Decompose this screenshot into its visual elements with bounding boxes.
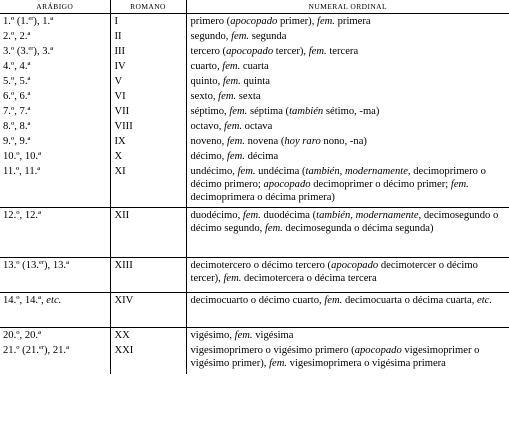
ordinal-segment: fem.	[218, 91, 237, 102]
ordinal-segment: fem.	[234, 329, 253, 341]
ordinal-segment: decimocuarto o décimo cuarto,	[190, 294, 325, 306]
ordinal-cell	[186, 14, 509, 30]
arabic-segment: ), 13.ª	[44, 259, 70, 271]
ordinal-segment: primer),	[277, 16, 318, 27]
ordinal-segment: fem.	[264, 222, 283, 234]
arabic-cell	[0, 292, 110, 327]
ordinal-segment: tercer),	[273, 46, 309, 57]
table-row	[0, 343, 509, 374]
arabic-segment: 3.º (3.	[3, 46, 29, 57]
ordinal-segment: fem.	[226, 151, 245, 162]
ordinal-cell	[186, 44, 509, 59]
ordinal-segment: decimosegunda o décima segunda)	[282, 222, 434, 234]
ordinal-segment: fem.	[237, 166, 256, 177]
ordinal-segment: vigesimoprimero o vigésimo primero (	[190, 345, 355, 356]
arabic-segment: er	[38, 258, 45, 266]
ordinal-segment: quinta	[240, 76, 270, 87]
table-header	[0, 0, 509, 14]
table-row	[0, 74, 509, 89]
header-roman: ROMANO	[110, 0, 186, 14]
table-row	[0, 104, 509, 119]
arabic-segment: 21.º (21.	[3, 345, 39, 356]
ordinal-segment: etc.	[477, 294, 492, 306]
table-row	[0, 149, 509, 164]
header-arabic: ARÁBIGO	[0, 0, 110, 14]
roman-cell: XIV	[110, 292, 186, 327]
ordinal-segment: tercero (	[190, 46, 227, 57]
ordinal-segment: décima	[244, 151, 279, 162]
arabic-cell	[0, 74, 110, 89]
ordinal-segment: vigesimoprimera o vigésima primera	[287, 358, 446, 369]
ordinal-segment: undécimo,	[190, 166, 238, 177]
arabic-cell	[0, 327, 110, 343]
arabic-segment: 2.º, 2.ª	[3, 31, 31, 42]
ordinal-segment: también	[289, 106, 324, 117]
ordinal-segment: fem.	[324, 294, 343, 306]
arabic-segment: etc.	[46, 294, 62, 306]
ordinal-segment: apocopado	[354, 345, 402, 356]
table-row	[0, 292, 509, 327]
ordinal-segment: decimotercer o décimo tercer),	[190, 259, 478, 284]
ordinal-segment: duodécimo,	[190, 209, 243, 221]
ordinal-segment: octava	[242, 121, 273, 132]
ordinal-segment: noveno,	[190, 136, 227, 147]
ordinal-segment: fem.	[450, 179, 469, 190]
ordinal-segment: vigesimoprimer o vigésimo primer),	[190, 345, 480, 369]
ordinal-segment: decimoprimera o décima primera)	[190, 192, 335, 203]
arabic-segment: 10.º, 10.ª	[3, 151, 41, 162]
roman-cell: III	[110, 44, 186, 59]
ordinal-segment: novena (	[244, 136, 285, 147]
arabic-cell	[0, 257, 110, 292]
arabic-cell	[0, 119, 110, 134]
arabic-segment: er	[28, 15, 34, 22]
ordinal-segment: nono, -na)	[320, 136, 367, 147]
ordinal-cell	[186, 89, 509, 104]
roman-cell: X	[110, 149, 186, 164]
ordinal-segment: séptimo,	[190, 106, 230, 117]
ordinal-cell	[186, 327, 509, 343]
arabic-segment: er	[38, 344, 45, 351]
roman-cell: XII	[110, 207, 186, 257]
ordinal-segment: apocopado	[230, 16, 278, 27]
arabic-cell	[0, 14, 110, 30]
ordinal-segment: octavo,	[190, 121, 225, 132]
ordinal-segment: apocopado	[263, 179, 311, 190]
ordinal-segment: decimoprimer o décimo primer;	[310, 179, 451, 190]
arabic-segment: 1.º (1.	[3, 16, 29, 27]
arabic-cell	[0, 164, 110, 207]
ordinal-segment: apocopado	[226, 46, 274, 57]
roman-cell: XX	[110, 327, 186, 343]
ordinal-segment: fem.	[242, 209, 261, 221]
table-row	[0, 44, 509, 59]
ordinal-cell	[186, 207, 509, 257]
arabic-cell	[0, 207, 110, 257]
arabic-cell	[0, 59, 110, 74]
header-row	[0, 0, 509, 14]
table-row	[0, 14, 509, 30]
table-row	[0, 134, 509, 149]
ordinal-segment: undécima (	[255, 166, 306, 177]
table-row	[0, 89, 509, 104]
ordinal-segment: duodécima (	[260, 209, 317, 221]
arabic-cell	[0, 134, 110, 149]
ordinal-segment: sétimo, -ma)	[323, 106, 380, 117]
table-row	[0, 119, 509, 134]
ordinal-segment: sexta	[236, 91, 261, 102]
ordinal-segment: fem.	[226, 136, 245, 147]
ordinal-segment: séptima (	[247, 106, 290, 117]
roman-cell: V	[110, 74, 186, 89]
ordinal-segment: sexto,	[190, 91, 219, 102]
ordinal-segment: fem.	[269, 358, 288, 369]
roman-cell: II	[110, 29, 186, 44]
ordinal-segment: segunda	[249, 31, 287, 42]
roman-cell: XI	[110, 164, 186, 207]
ordinal-segment: fem.	[222, 76, 241, 87]
ordinal-segment: decimoprimero o décimo primero;	[190, 166, 486, 190]
ordinal-segment: décimo,	[190, 151, 227, 162]
ordinal-segment: también, modernamente,	[305, 166, 411, 177]
table-row	[0, 207, 509, 257]
table-row	[0, 327, 509, 343]
ordinal-cell	[186, 74, 509, 89]
table-row	[0, 59, 509, 74]
roman-cell: XXI	[110, 343, 186, 374]
header-ordinal: NUMERAL ORDINAL	[186, 0, 509, 14]
ordinal-cell	[186, 149, 509, 164]
roman-cell: VI	[110, 89, 186, 104]
ordinal-segment: tercera	[326, 46, 359, 57]
table-row	[0, 29, 509, 44]
arabic-cell	[0, 343, 110, 374]
ordinal-segment: quinto,	[190, 76, 223, 87]
ordinal-cell	[186, 164, 509, 207]
arabic-segment: 14.º, 14.ª,	[3, 294, 47, 306]
ordinal-cell	[186, 134, 509, 149]
ordinal-cell	[186, 292, 509, 327]
ordinal-segment: también, modernamente,	[316, 209, 422, 221]
table-body	[0, 14, 509, 375]
ordinal-segment: decimocuarta o décima cuarta,	[342, 294, 477, 306]
ordinal-segment: decimosegundo o décimo segundo,	[190, 209, 499, 234]
ordinal-segment: cuarta	[240, 61, 269, 72]
ordinal-cell	[186, 257, 509, 292]
ordinal-cell	[186, 119, 509, 134]
arabic-segment: 7.º, 7.ª	[3, 106, 31, 117]
roman-cell: I	[110, 14, 186, 30]
arabic-segment: er	[28, 45, 34, 52]
ordinal-segment: fem.	[223, 272, 242, 284]
roman-cell: IV	[110, 59, 186, 74]
ordinal-cell	[186, 29, 509, 44]
ordinal-segment: decimotercera o décima tercera	[241, 272, 377, 284]
arabic-cell	[0, 44, 110, 59]
roman-cell: XIII	[110, 257, 186, 292]
table-row	[0, 257, 509, 292]
ordinal-segment: cuarto,	[190, 61, 223, 72]
ordinal-cell	[186, 59, 509, 74]
ordinal-segment: primero (	[190, 16, 231, 27]
ordinal-segment: vigésimo,	[190, 329, 235, 341]
ordinal-segment: decimotercero o décimo tercero (	[190, 259, 332, 271]
ordinal-segment: fem.	[308, 46, 327, 57]
ordinal-cell	[186, 343, 509, 374]
roman-cell: VIII	[110, 119, 186, 134]
arabic-cell	[0, 149, 110, 164]
arabic-segment: 20.º, 20.ª	[3, 329, 41, 341]
arabic-cell	[0, 89, 110, 104]
arabic-segment: 5.º, 5.ª	[3, 76, 31, 87]
roman-cell: IX	[110, 134, 186, 149]
arabic-segment: 12.º, 12.ª	[3, 209, 41, 221]
arabic-cell	[0, 29, 110, 44]
arabic-cell	[0, 104, 110, 119]
ordinal-segment: fem.	[222, 61, 241, 72]
arabic-segment: 8.º, 8.ª	[3, 121, 31, 132]
arabic-segment: 6.º, 6.ª	[3, 91, 31, 102]
arabic-segment: ), 21.ª	[44, 345, 70, 356]
ordinal-cell	[186, 104, 509, 119]
table-row	[0, 164, 509, 207]
arabic-segment: 4.º, 4.ª	[3, 61, 31, 72]
ordinal-segment: apocopado	[331, 259, 379, 271]
ordinal-segment: fem.	[229, 106, 248, 117]
arabic-segment: ), 1.ª	[33, 16, 54, 27]
ordinal-segment: vigésima	[252, 329, 294, 341]
ordinal-segment: fem.	[224, 121, 242, 132]
arabic-segment: 9.º, 9.ª	[3, 136, 31, 147]
arabic-segment: 13.º (13.	[3, 259, 39, 271]
ordinal-segment: segundo,	[190, 31, 232, 42]
ordinal-segment: primera	[334, 16, 371, 27]
arabic-segment: ), 3.ª	[33, 46, 54, 57]
arabic-segment: 11.º, 11.ª	[3, 166, 41, 177]
ordinal-segment: fem.	[231, 31, 250, 42]
ordinal-segment: hoy raro	[284, 136, 321, 147]
ordinal-segment: fem.	[317, 16, 335, 27]
roman-cell: VII	[110, 104, 186, 119]
